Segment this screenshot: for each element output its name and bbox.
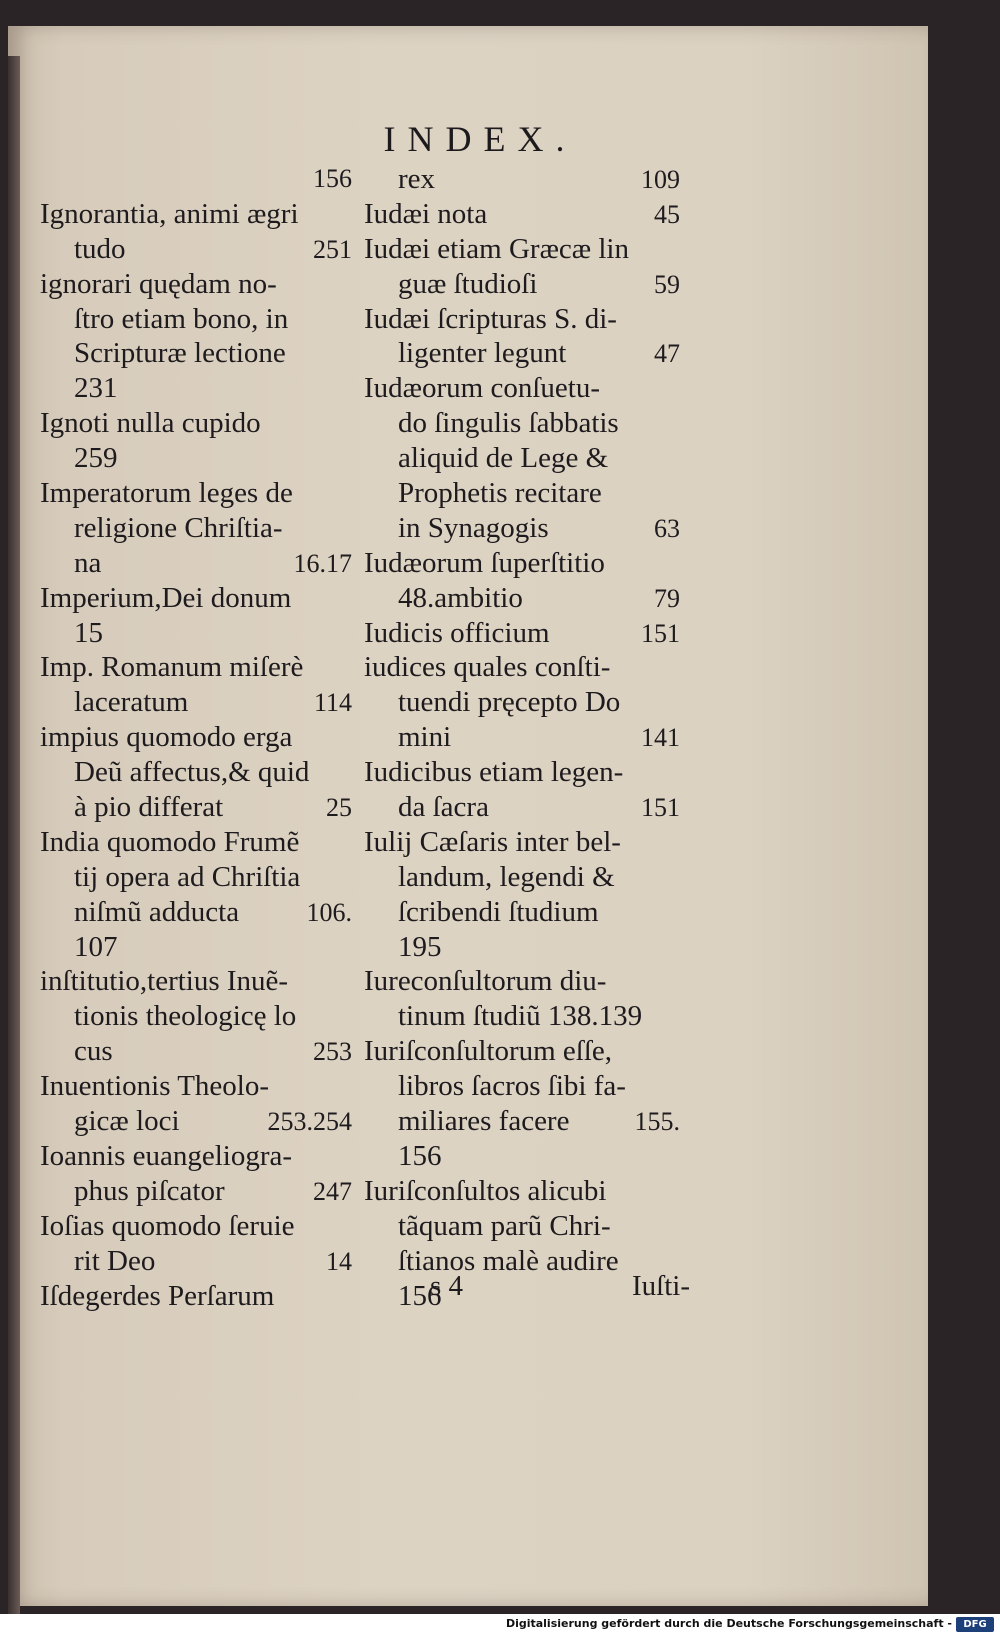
entry-text: Scripturæ lectione bbox=[74, 337, 286, 370]
dfg-logo: DFG bbox=[956, 1617, 994, 1632]
entry-text: 259 bbox=[74, 442, 118, 475]
entry-page-number: 106. bbox=[306, 897, 352, 927]
index-entry-line bbox=[364, 197, 680, 232]
index-entry-line bbox=[40, 1139, 352, 1174]
entry-text: Deũ affectus,& quid bbox=[74, 756, 310, 789]
index-entry-line bbox=[40, 1244, 352, 1279]
page-header: INDEX. bbox=[383, 119, 577, 159]
entry-page-number: 16.17 bbox=[293, 548, 352, 578]
entry-page-number: 156 bbox=[313, 164, 352, 193]
index-entry-line bbox=[40, 336, 352, 371]
index-entry-line bbox=[364, 441, 680, 476]
entry-text: Ignorantia, animi ægri bbox=[40, 197, 299, 230]
entry-page-number: 14 bbox=[326, 1246, 352, 1276]
entry-page-number: 45 bbox=[654, 199, 680, 229]
entry-page-number: 251 bbox=[313, 234, 352, 264]
entry-text: Iudæorum conſuetu- bbox=[364, 372, 600, 405]
index-entry-line bbox=[364, 1034, 680, 1069]
entry-text: Iuriſconſultorum eſſe, bbox=[364, 1035, 613, 1068]
index-entry-line bbox=[40, 1209, 352, 1244]
entry-text: Inuentionis Theolo- bbox=[40, 1070, 270, 1103]
entry-text: 107 bbox=[74, 930, 118, 963]
page-footer bbox=[430, 1270, 690, 1303]
index-entry-line bbox=[40, 197, 352, 232]
entry-text: da ſacra bbox=[398, 791, 489, 824]
index-entry-line bbox=[364, 267, 680, 302]
entry-text: 15 bbox=[74, 616, 103, 649]
entry-text: tionis theologicę lo bbox=[74, 1000, 297, 1033]
entry-text: Imperium,Dei donum bbox=[40, 581, 292, 614]
entry-text: Iuriſconſultos alicubi bbox=[364, 1174, 607, 1207]
entry-page-number: 247 bbox=[313, 1176, 352, 1206]
entry-text: Iudæorum ſuperſtitio bbox=[364, 546, 605, 579]
entry-text: 48.ambitio bbox=[398, 581, 523, 614]
entry-text: India quomodo Frumẽ bbox=[40, 825, 300, 858]
entry-text: rit Deo bbox=[74, 1244, 156, 1277]
entry-text: Iudicis officium bbox=[364, 616, 550, 649]
entry-text: impius quomodo erga bbox=[40, 721, 293, 754]
index-entry-line bbox=[364, 650, 680, 685]
entry-text: ligenter legunt bbox=[398, 337, 567, 370]
index-entry-line bbox=[364, 1174, 680, 1209]
digitization-credit-bar bbox=[0, 1614, 1000, 1636]
entry-text: inſtitutio,tertius Inuẽ- bbox=[40, 965, 289, 998]
entry-text: niſmũ adducta bbox=[74, 895, 240, 928]
credit-text: Digitalisierung gefördert durch die Deutsche Forschungsgemeinschaft - bbox=[505, 1617, 952, 1630]
index-entry-line bbox=[364, 546, 680, 581]
index-entry-line bbox=[40, 790, 352, 825]
index-entry-line bbox=[364, 162, 680, 197]
entry-text: landum, legendi & bbox=[398, 860, 615, 893]
index-entry-line bbox=[40, 371, 352, 406]
entry-text: Iudicibus etiam legen- bbox=[364, 756, 624, 789]
index-entry-line bbox=[364, 755, 680, 790]
entry-text: mini bbox=[398, 721, 452, 754]
index-entry-line bbox=[364, 581, 680, 616]
index-entry-line bbox=[40, 650, 352, 685]
entry-text: Ioſias quomodo ſeruie bbox=[40, 1209, 295, 1242]
entry-page-number: 79 bbox=[654, 583, 680, 613]
index-entry-line bbox=[40, 511, 352, 546]
entry-page-number: 25 bbox=[326, 793, 352, 823]
entry-text: Iſdegerdes Perſarum bbox=[40, 1279, 275, 1312]
index-entry-line bbox=[40, 406, 352, 441]
index-entry-line bbox=[40, 930, 352, 965]
entry-page-number: 151 bbox=[641, 793, 680, 823]
entry-text: laceratum bbox=[74, 686, 189, 719]
index-entry-line bbox=[364, 999, 680, 1034]
entry-page-number: 141 bbox=[641, 723, 680, 753]
entry-text: na bbox=[74, 546, 102, 579]
index-entry-line bbox=[40, 1104, 352, 1139]
index-entry-line bbox=[40, 895, 352, 930]
entry-text: miliares facere bbox=[398, 1105, 570, 1138]
entry-text: tuendi pręcepto Do bbox=[398, 686, 621, 719]
index-entry-line bbox=[364, 1104, 680, 1139]
entry-text: Iudæi etiam Græcæ lin bbox=[364, 232, 629, 265]
index-entry-line bbox=[40, 964, 352, 999]
index-entry-line bbox=[364, 1209, 680, 1244]
entry-text: gicæ loci bbox=[74, 1105, 180, 1138]
entry-text: libros ſacros ſibi fa- bbox=[398, 1070, 626, 1103]
index-entry-line bbox=[364, 685, 680, 720]
index-entry-line bbox=[364, 964, 680, 999]
index-entry-line bbox=[364, 1069, 680, 1104]
entry-text: ignorari quędam no- bbox=[40, 267, 277, 300]
index-column-left bbox=[40, 162, 352, 1313]
index-entry-line bbox=[40, 1034, 352, 1069]
index-entry-line bbox=[40, 860, 352, 895]
signature-mark: s 4 bbox=[430, 1270, 464, 1302]
entry-text: 231 bbox=[74, 372, 118, 405]
index-entry-line bbox=[40, 546, 352, 581]
index-entry-line bbox=[40, 1174, 352, 1209]
entry-page-number: 59 bbox=[654, 269, 680, 299]
entry-text: aliquid de Lege & bbox=[398, 442, 609, 475]
index-entry-line bbox=[364, 511, 680, 546]
entry-text: Iudæi ſcripturas S. di- bbox=[364, 302, 617, 335]
entry-text: cus bbox=[74, 1035, 113, 1068]
entry-text: tãquam parũ Chri- bbox=[398, 1209, 611, 1242]
index-entry-line bbox=[40, 720, 352, 755]
index-entry-line bbox=[40, 755, 352, 790]
index-entry-line bbox=[40, 1069, 352, 1104]
entry-text: in Synagogis bbox=[398, 511, 549, 544]
index-entry-line bbox=[364, 720, 680, 755]
entry-text: ſtianos malè audire bbox=[398, 1244, 619, 1277]
entry-page-number: 155. bbox=[634, 1107, 680, 1137]
index-entry-line bbox=[364, 860, 680, 895]
entry-text: Ignoti nulla cupido bbox=[40, 407, 261, 440]
entry-text: à pio differat bbox=[74, 791, 224, 824]
index-entry-line bbox=[364, 825, 680, 860]
entry-text: iudices quales conſti- bbox=[364, 651, 611, 684]
index-entry-line bbox=[40, 476, 352, 511]
entry-page-number: 47 bbox=[654, 339, 680, 369]
entry-text: 195 bbox=[398, 930, 442, 963]
index-entry-line bbox=[364, 336, 680, 371]
entry-text: tinum ſtudiũ 138.139 bbox=[398, 1000, 643, 1033]
entry-text: ſcribendi ſtudium bbox=[398, 895, 599, 928]
entry-text: 156 bbox=[398, 1139, 442, 1172]
index-entry-line bbox=[364, 476, 680, 511]
entry-text: tudo bbox=[74, 232, 126, 265]
index-entry-line bbox=[40, 302, 352, 337]
index-entry-line bbox=[40, 162, 352, 197]
page-spine-shadow bbox=[8, 56, 20, 1616]
entry-text: Prophetis recitare bbox=[398, 477, 602, 510]
index-entry-line bbox=[40, 616, 352, 651]
entry-page-number: 151 bbox=[641, 618, 680, 648]
index-entry-line bbox=[40, 441, 352, 476]
entry-text: Iudæi nota bbox=[364, 197, 488, 230]
entry-text: Iulij Cæſaris inter bel- bbox=[364, 825, 621, 858]
index-entry-line bbox=[40, 999, 352, 1034]
index-column-right bbox=[364, 162, 680, 1313]
entry-text: Ioannis euangeliogra- bbox=[40, 1139, 293, 1172]
index-entry-line bbox=[40, 1279, 352, 1314]
entry-page-number: 109 bbox=[641, 165, 680, 194]
index-entry-line bbox=[40, 267, 352, 302]
index-entry-line bbox=[364, 895, 680, 930]
index-entry-line bbox=[40, 825, 352, 860]
index-entry-line bbox=[364, 616, 680, 651]
entry-text: Iureconſultorum diu- bbox=[364, 965, 607, 998]
index-entry-line bbox=[364, 302, 680, 337]
entry-text: 156 bbox=[398, 1279, 442, 1312]
entry-text: Imperatorum leges de bbox=[40, 477, 293, 510]
entry-text: religione Chriſtia- bbox=[74, 511, 283, 544]
entry-text: phus piſcator bbox=[74, 1174, 225, 1207]
entry-page-number: 253.254 bbox=[267, 1107, 352, 1137]
catchword: Iuſti- bbox=[632, 1270, 690, 1302]
index-entry-line bbox=[364, 930, 680, 965]
index-entry-line bbox=[40, 685, 352, 720]
index-entry-line bbox=[364, 406, 680, 441]
index-entry-line bbox=[364, 790, 680, 825]
entry-page-number: 253 bbox=[313, 1037, 352, 1067]
entry-page-number: 114 bbox=[313, 688, 352, 718]
entry-text: do ſingulis ſabbatis bbox=[398, 407, 619, 440]
index-entry-line bbox=[40, 581, 352, 616]
index-entry-line bbox=[40, 232, 352, 267]
index-entry-line bbox=[364, 232, 680, 267]
index-entry-line bbox=[364, 371, 680, 406]
entry-text: tij opera ad Chriſtia bbox=[74, 860, 301, 893]
entry-text: ſtro etiam bono, in bbox=[74, 302, 289, 335]
entry-page-number: 63 bbox=[654, 513, 680, 543]
index-entry-line bbox=[364, 1139, 680, 1174]
entry-text: rex bbox=[398, 163, 436, 195]
entry-text: Imp. Romanum miſerè bbox=[40, 651, 304, 684]
entry-text: guæ ſtudioſi bbox=[398, 267, 538, 300]
